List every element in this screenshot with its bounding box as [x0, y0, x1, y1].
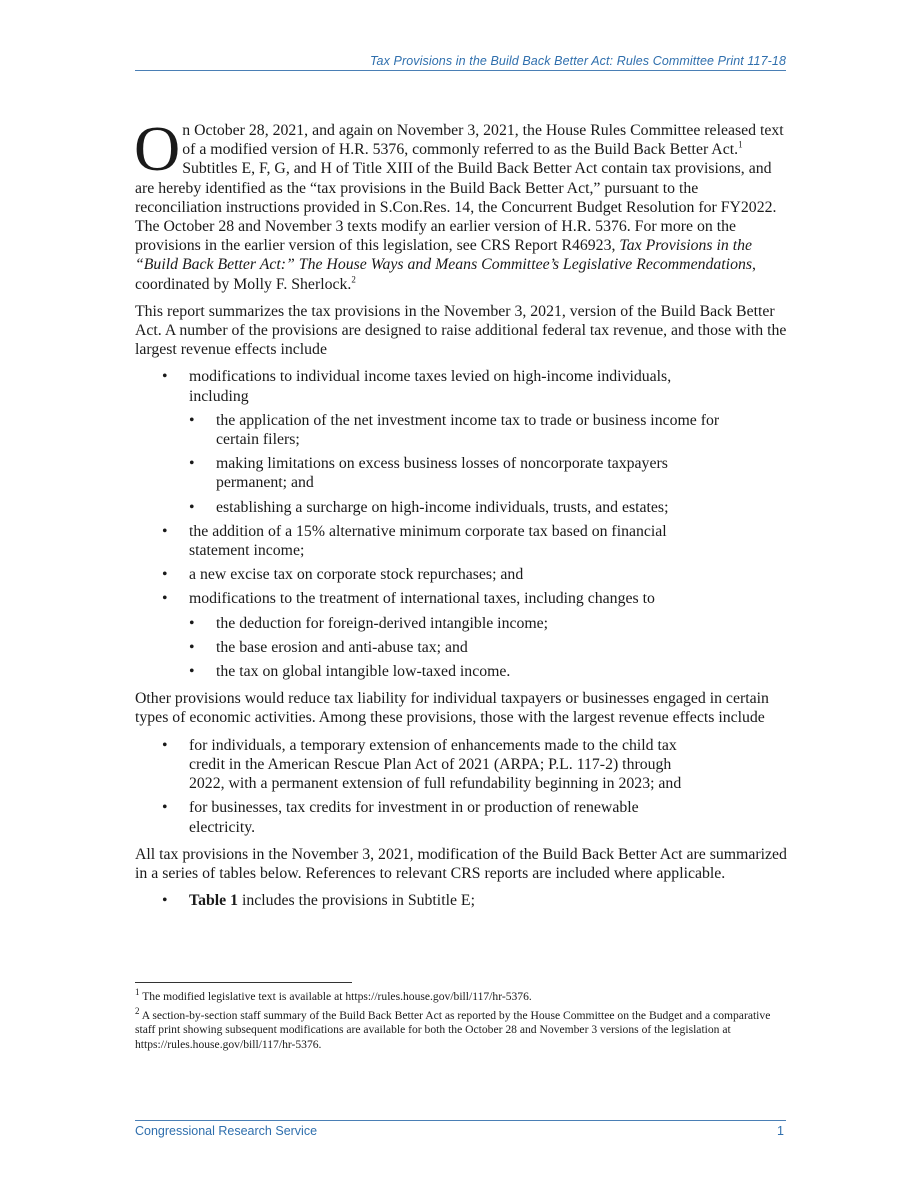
table-1-link[interactable]: Table 1 [189, 892, 239, 910]
page-number: 1 [777, 1124, 784, 1138]
footnote-ref-2[interactable]: 2 [351, 274, 356, 285]
list-item: • the application of the net investment income tax to trade or business income for certain filers; [189, 411, 726, 449]
list-item: • modifications to individual income taxes levied on high-income individuals, including • the application of the net investment income tax to trade or business income for certain filers; • making limitations on excess business losses of noncorporate taxpayers permanent; and • establishing a surcharge on high-income individuals, trusts, and estates; [135, 367, 699, 516]
list-item: • establishing a surcharge on high-income individuals, trusts, and estates; [189, 498, 726, 517]
running-header [135, 54, 786, 71]
tables-list [135, 891, 787, 910]
list-item: • a new excise tax on corporate stock repurchases; and [135, 565, 699, 584]
report-title: Tax Provisions in the “Build Back Better Act:” The House Ways and Means Committee’s Legislative Recommendations [135, 237, 753, 274]
footnotes [135, 987, 787, 1056]
sub-list [189, 411, 720, 517]
summary-paragraph: This report summarizes the tax provisions in the November 3, 2021, version of the Build Back Better Act. A number of the provisions are designed to raise additional federal tax revenue, and those with the largest revenue effects include [135, 302, 787, 359]
list-item: • for individuals, a temporary extension of enhancements made to the child tax credit in the American Rescue Plan Act of 2021 (ARPA; P.L. 117-2) through 2022, with a permanent extension of full refundability beginning in 2023; and [135, 736, 699, 794]
list-item: • the tax on global intangible low-taxed income. [189, 662, 726, 681]
footnote-ref-1[interactable]: 1 [738, 139, 743, 150]
intro-paragraph: On October 28, 2021, and again on November 3, 2021, the House Rules Committee released text of a modified version of H.R. 5376, commonly referred to as the Build Back Better Act.$^1$ Subtitles E, F, G, and H of Title XIII of the Build Back Better Act contain tax provisions, and are hereby identified as the “tax provisions in the Build Back Better Act,” pursuant to the reconciliation instructions provided in S.Con.Res. 14, the Concurrent Budget Resolution for FY2022. The October 28 and November 3 texts modify an earlier version of H.R. 5376. For more on the provisions in the earlier version of this legislation, see CRS Report R46923, Tax Provisions in the “Build Back Better Act:” The House Ways and Means Committee’s Legislative Recommendations, coordinated by Molly F. Sherlock.$^2$ [134, 113, 784, 293]
tables-paragraph: All tax provisions in the November 3, 2021, modification of the Build Back Better Act are summarized in a series of tables below. References to relevant CRS reports are included where applicable. [135, 845, 787, 882]
list-item: • the addition of a 15% alternative minimum corporate tax based on financial statement income; [135, 522, 699, 560]
tax-reducers-list [135, 736, 787, 837]
list-item: • for businesses, tax credits for investment in or production of renewable electricity. [135, 798, 699, 836]
drop-cap: O [134, 113, 181, 184]
page-footer [135, 1120, 786, 1138]
sub-list [189, 614, 699, 682]
list-item: • the base erosion and anti-abuse tax; and [189, 638, 726, 657]
footnote-2: $^2$ A section-by-section staff summary of the Build Back Better Act as reported by the House Committee on the Budget and a comparative staff print showing subsequent modifications are available for both the October 28 and November 3 versions of the legislation at https://rules.house.gov/bill/117/hr-5376. [135, 1005, 771, 1051]
page-body [134, 113, 787, 918]
footnote-divider [135, 982, 352, 983]
revenue-raisers-list [135, 367, 787, 681]
list-item: • the deduction for foreign-derived intangible income; [189, 614, 726, 633]
footer-organization: Congressional Research Service [135, 1124, 318, 1138]
list-item: • modifications to the treatment of international taxes, including changes to • the deduction for foreign-derived intangible income; • the base erosion and anti-abuse tax; and • the tax on global intangible low-taxed income. [135, 589, 699, 681]
other-provisions-paragraph: Other provisions would reduce tax liability for individual taxpayers or businesses engaged in certain types of economic activities. Among these provisions, those with the largest revenue effects include [135, 690, 769, 727]
header-title: Tax Provisions in the Build Back Better Act: Rules Committee Print 117-18 [369, 54, 786, 68]
list-item: • Table 1 includes the provisions in Subtitle E; [135, 891, 699, 910]
list-item: • making limitations on excess business losses of noncorporate taxpayers permanent; and [189, 454, 726, 492]
footnote-1: $^1$ The modified legislative text is available at https://rules.house.gov/bill/117/hr-5376. [135, 987, 532, 1003]
